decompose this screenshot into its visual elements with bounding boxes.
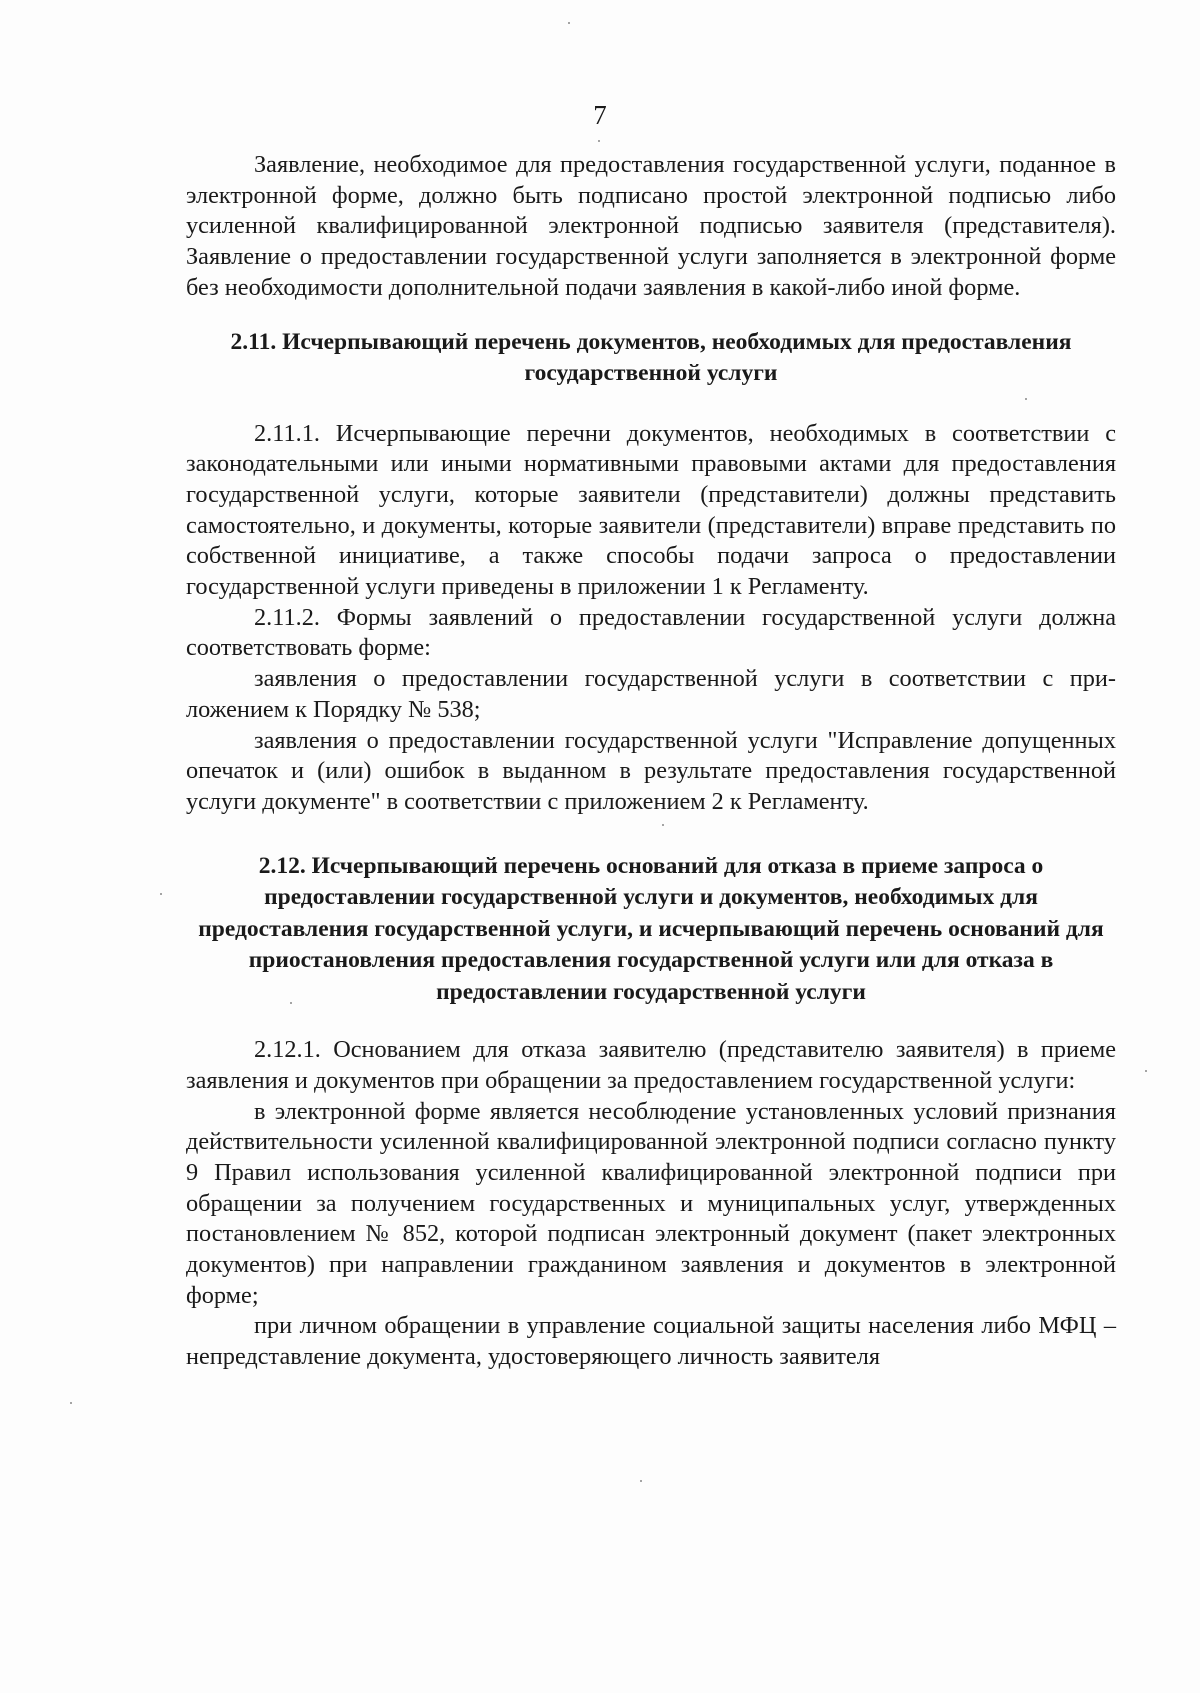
scan-speck (598, 140, 600, 142)
scan-speck (1145, 1070, 1147, 1072)
intro-paragraph: Заявление, необходимое для предоставления государственной услуги, поданное в электронной форме, должно быть подписано простой электронной подписью либо усиленной квалифицированной электронной подписью заявителя (представителя). Заявление о предоставлении государственной услуги заполняется в электронной форме без необходимости дополнительной подачи заявления в какой-либо иной форме. (186, 151, 1116, 301)
paragraph-electronic-form: в электронной форме является несоблюдение установленных условий признания действительности усиленной квалифицированной электронной подписи согласно пункту 9 Правил использования усиленной квалифицированной электронной подписи при обращении за получением государственных и муниципальных услуг, утвержденных постановлением № 852, которой подписан электронный документ (пакет электронных документов) при направлении гражданином заявления и документов в электронной форме; (186, 1097, 1116, 1309)
paragraph-2-11-1: 2.11.1. Исчерпывающие перечни документов, необходимых в соответствии с законодательными или иными нормативными правовыми актами для предоставления государственной услуги, которые заявители (представители) должны представить самостоятельно, и документы, которые заявители (представители) вправе представить по собственной инициативе, а также способы подачи запроса о предоставлении государственной услуги приведены в приложении 1 к Регламенту. (186, 419, 1116, 601)
scan-speck (160, 893, 162, 895)
scan-speck (640, 1480, 642, 1482)
paragraph-2-11-2: 2.11.2. Формы заявлений о предоставлении государственной услуги должна соответствовать форме: (186, 603, 1116, 662)
paragraph-form-538: заявления о предоставлении государственной услуги в соответствии с приложением к Порядку № 538; (186, 665, 1116, 723)
paragraph-form-correction: заявления о предоставлении государственной услуги "Исправление допущенных опечаток и (или) ошибок в выданном в результате предоставления государственной услуги документе" в соответствии с приложением 2 к Регламенту. (186, 726, 1116, 815)
paragraph-personal-visit: при личном обращении в управление социальной защиты населения либо МФЦ – непредставление документа, удостоверяющего личность заявителя (186, 1312, 1116, 1371)
scan-speck (70, 1402, 72, 1404)
document-body (186, 150, 1116, 1373)
section-2-11-heading: 2.11. Исчерпывающий перечень документов, необходимых для предоставления государственной услуги (230, 328, 1072, 387)
paragraph-2-12-1: 2.12.1. Основанием для отказа заявителю (представителю заявителя) в приеме заявления и документов при обращении за предоставлением государственной услуги: (186, 1036, 1116, 1094)
scan-speck (568, 22, 570, 24)
page-number: 7 (593, 100, 607, 130)
section-2-12-heading: 2.12. Исчерпывающий перечень оснований для отказа в приеме запроса о предоставлении государственной услуги и документов, необходимых для предоставления государственной услуги, и исчерпывающий перечень оснований для приостановления предоставления государственной услуги или для отказа в предоставлении государственной услуги (198, 852, 1104, 1005)
